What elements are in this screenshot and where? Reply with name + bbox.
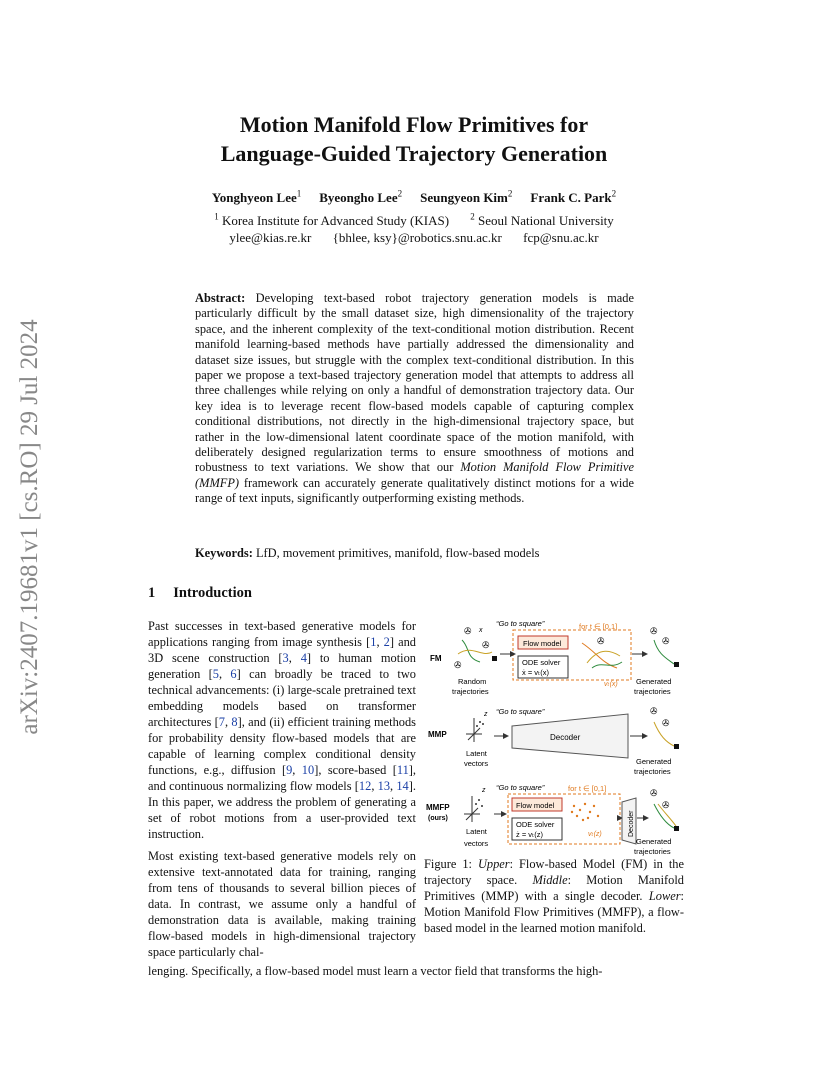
- intro-text: Past successes in text-based generative models for applications ranging from image synthesis [: [148, 619, 416, 649]
- figure-1-diagram: [422, 618, 688, 856]
- latent-label-mmp-2: vectors: [464, 759, 489, 768]
- decoder-label-mmfp: Decoder: [628, 810, 635, 837]
- intro-column: [148, 618, 416, 966]
- ode-eq-mmfp: ż = vₜ(z): [516, 830, 544, 839]
- svg-text:✇: ✇: [662, 718, 670, 728]
- citation-link[interactable]: 2: [383, 635, 390, 649]
- email[interactable]: {bhlee, ksy}@robotics.snu.ac.kr: [332, 230, 502, 246]
- flow-model-label-fm: Flow model: [523, 639, 562, 648]
- latent-axes-icon-mmfp: [464, 787, 486, 822]
- author-name: Seungyeon Kim$^2$: [420, 189, 513, 206]
- intro-text: ,: [288, 651, 301, 665]
- section-title: Introduction: [173, 585, 252, 601]
- ode-eq-fm: ẋ = vₜ(x): [522, 668, 550, 677]
- citation-link[interactable]: 6: [230, 667, 237, 681]
- paper-title: [0, 110, 828, 168]
- for-t-mmfp: for t ∈ [0,1]: [568, 784, 607, 793]
- intro-text: ] and 3D scene construction [: [148, 635, 416, 665]
- axis-z-label: z: [484, 711, 488, 718]
- latent-label-mmfp-1: Latent: [466, 827, 487, 836]
- citation-link[interactable]: 3: [282, 651, 289, 665]
- arxiv-id: arXiv:2407.19681v1 [cs.RO] 29 Jul 2024: [16, 319, 43, 735]
- citation-link[interactable]: 12: [358, 779, 372, 793]
- svg-text:✇: ✇: [650, 706, 658, 716]
- caption-segment: Middle: [532, 873, 568, 887]
- svg-text:✇: ✇: [482, 640, 490, 650]
- email[interactable]: ylee@kias.re.kr: [229, 230, 312, 246]
- for-t-fm: for t ∈ [0,1]: [579, 622, 618, 631]
- keywords-label: Keywords:: [195, 546, 253, 560]
- caption-segment: : Flow-based Model (FM) in the trajectory space.: [424, 857, 684, 887]
- abstract-text-2: framework can accurately generate qualitatively distinct motions for a wide range of text inputs, significantly outperforming existing methods.: [195, 475, 634, 506]
- email-list: [0, 229, 828, 246]
- affiliation-2: $^2$ Seoul National University: [470, 212, 614, 229]
- latent-axes-icon-mmp: [466, 711, 488, 742]
- abstract-text-1: Developing text-based robot trajectory generation models is made particularly difficult by the small dataset size, high dimensionality of the trajectory space, and the inherent complexity of the text-conditional motion distribution. Recent manifold learning-based methods have partially addressed the dimensionality and dataset size issues, but struggle with the complex text-conditional distribution. In this paper we propose a text-based trajectory generation model that attempts to address all three challenges while relying on only a handful of demonstration trajectory data. Our key idea is to leverage recent flow-based models capable of capturing complex conditional distributions, not directly in the high-dimensional trajectory space, but rather in the low-dimensional latent coordinate space of the motion manifold, with deliberately designed regularization terms to ensure smoothness of motions and robustness to text variations. We show that our: [195, 291, 634, 475]
- generated-label-mmp-2: trajectories: [634, 767, 671, 776]
- keywords: [195, 546, 634, 561]
- intro-text: ], and continuous normalizing flow models [: [148, 763, 417, 793]
- row-label-mmfp: MMFP: [426, 803, 450, 812]
- svg-text:✇: ✇: [662, 636, 670, 646]
- caption-label: Figure 1:: [424, 857, 472, 871]
- citation-link[interactable]: 4: [300, 651, 307, 665]
- author-list: [0, 189, 828, 206]
- svg-text:✇: ✇: [650, 788, 658, 798]
- svg-text:✇: ✇: [454, 660, 462, 670]
- citation-link[interactable]: 13: [377, 779, 391, 793]
- citation-link[interactable]: 9: [286, 763, 293, 777]
- intro-text: ], and (ii) efficient training methods for probability density flow-based models that are capable of learning complex conditional density functions, e.g., diffusion [: [148, 715, 416, 777]
- prompt-mmfp: “Go to square”: [496, 783, 545, 792]
- svg-text:✇: ✇: [650, 626, 658, 636]
- arxiv-stamp: [10, 292, 50, 762]
- intro-paragraph-1: [148, 618, 416, 842]
- generated-label-mmfp-2: trajectories: [634, 847, 671, 856]
- author-name: Yonghyeon Lee$^1$: [211, 189, 302, 206]
- svg-text:✇: ✇: [464, 626, 472, 636]
- intro-text: ,: [224, 715, 232, 729]
- intro-text: ] to human motion generation [: [148, 651, 416, 681]
- random-trajectories-icon: [454, 626, 497, 670]
- author-name: Frank C. Park$^2$: [530, 189, 617, 206]
- intro-text: ,: [371, 779, 378, 793]
- abstract-label: Abstract:: [195, 291, 246, 305]
- random-label-1: Random: [458, 677, 487, 686]
- generated-trajectories-icon-fm: [650, 626, 679, 667]
- citation-link[interactable]: 5: [212, 667, 219, 681]
- citation-link[interactable]: 1: [370, 635, 377, 649]
- generated-label-mmp-1: Generated: [636, 757, 672, 766]
- intro-text: ]. In this paper, we address the problem of generating a set of robot motions from a user-provided text instruction.: [148, 779, 416, 841]
- generated-trajectories-icon-mmfp: [650, 788, 679, 831]
- email[interactable]: fcp@snu.ac.kr: [523, 230, 599, 246]
- abstract-italic: Motion Manifold Flow Primitive (MMFP): [195, 460, 634, 490]
- intro-text: ,: [218, 667, 231, 681]
- generated-trajectories-icon-mmp: [650, 706, 679, 749]
- citation-link[interactable]: 14: [396, 779, 409, 793]
- prompt-mmp: “Go to square”: [496, 707, 545, 716]
- svg-text:✇: ✇: [597, 636, 605, 646]
- decoder-label-mmp: Decoder: [550, 733, 581, 742]
- title-line-2: Language-Guided Trajectory Generation: [220, 141, 608, 166]
- flow-model-label-mmfp: Flow model: [516, 801, 555, 810]
- citation-link[interactable]: 7: [218, 715, 225, 729]
- affiliation-1: $^1$ Korea Institute for Advanced Study (KIAS): [214, 212, 450, 229]
- citation-link[interactable]: 10: [301, 763, 315, 777]
- svg-text:✇: ✇: [662, 800, 670, 810]
- intro-continuation: lenging. Specifically, a flow-based model must learn a vector field that transforms the high-: [148, 964, 603, 978]
- vt-z-label: vₜ(z): [588, 831, 602, 838]
- keywords-text: LfD, movement primitives, manifold, flow-based models: [255, 546, 540, 560]
- prompt-fm: “Go to square”: [496, 619, 545, 628]
- section-number: 1: [148, 585, 156, 601]
- abstract: [195, 291, 634, 507]
- generated-label-fm-1: Generated: [636, 677, 672, 686]
- affiliations: [0, 209, 828, 246]
- intro-text: ,: [390, 779, 397, 793]
- row-label-mmp: MMP: [428, 730, 447, 739]
- latent-label-mmp-1: Latent: [466, 749, 487, 758]
- intro-text: ] can broadly be traced to two technical advancements: (i) large-scale pretrained text embedding models based on transformer architectures [: [148, 667, 416, 729]
- axis-x-label: x: [479, 627, 483, 634]
- title-line-1: Motion Manifold Flow Primitives for: [239, 112, 589, 137]
- row-label-ours: (ours): [428, 815, 448, 822]
- intro-text: ], score-based [: [314, 763, 397, 777]
- caption-segment: Upper: [477, 857, 510, 871]
- generated-label-mmfp-1: Generated: [636, 837, 672, 846]
- caption-segment: Lower: [648, 889, 681, 903]
- intro-text: ,: [292, 763, 302, 777]
- random-label-2: trajectories: [452, 687, 489, 696]
- svg-text:z: z: [482, 787, 486, 794]
- latent-label-mmfp-2: vectors: [464, 839, 489, 848]
- citation-link[interactable]: 8: [231, 715, 238, 729]
- ode-solver-label-fm: ODE solver: [522, 658, 561, 667]
- vt-x-label: vₜ(x): [604, 681, 618, 688]
- generated-label-fm-2: trajectories: [634, 687, 671, 696]
- caption-segment: : Motion Manifold Flow Primitives (MMFP), a flow-based model in the learned motion manifold.: [424, 889, 684, 935]
- intro-paragraph-2: Most existing text-based generative models rely on extensive text-annotated data for training, ranging from tens of thousands to several billion pieces of data. In contrast, we assume only a handful of demonstration data is available, making training flow-based models in high-dimensional trajectory space particularly chal-: [148, 849, 416, 959]
- ode-solver-label-mmfp: ODE solver: [516, 820, 555, 829]
- intro-text: ,: [376, 635, 384, 649]
- caption-segment: : Motion Manifold Primitives (MMP) with a single decoder.: [424, 873, 684, 903]
- flow-scatter-fm: [582, 636, 622, 668]
- citation-link[interactable]: 11: [396, 763, 409, 777]
- figure-1-caption: [424, 856, 684, 936]
- flow-scatter-mmfp: [571, 803, 599, 821]
- row-label-fm: FM: [430, 654, 442, 663]
- figure-1: [422, 618, 688, 856]
- author-name: Byeongho Lee$^2$: [319, 189, 403, 206]
- section-heading: [148, 585, 252, 602]
